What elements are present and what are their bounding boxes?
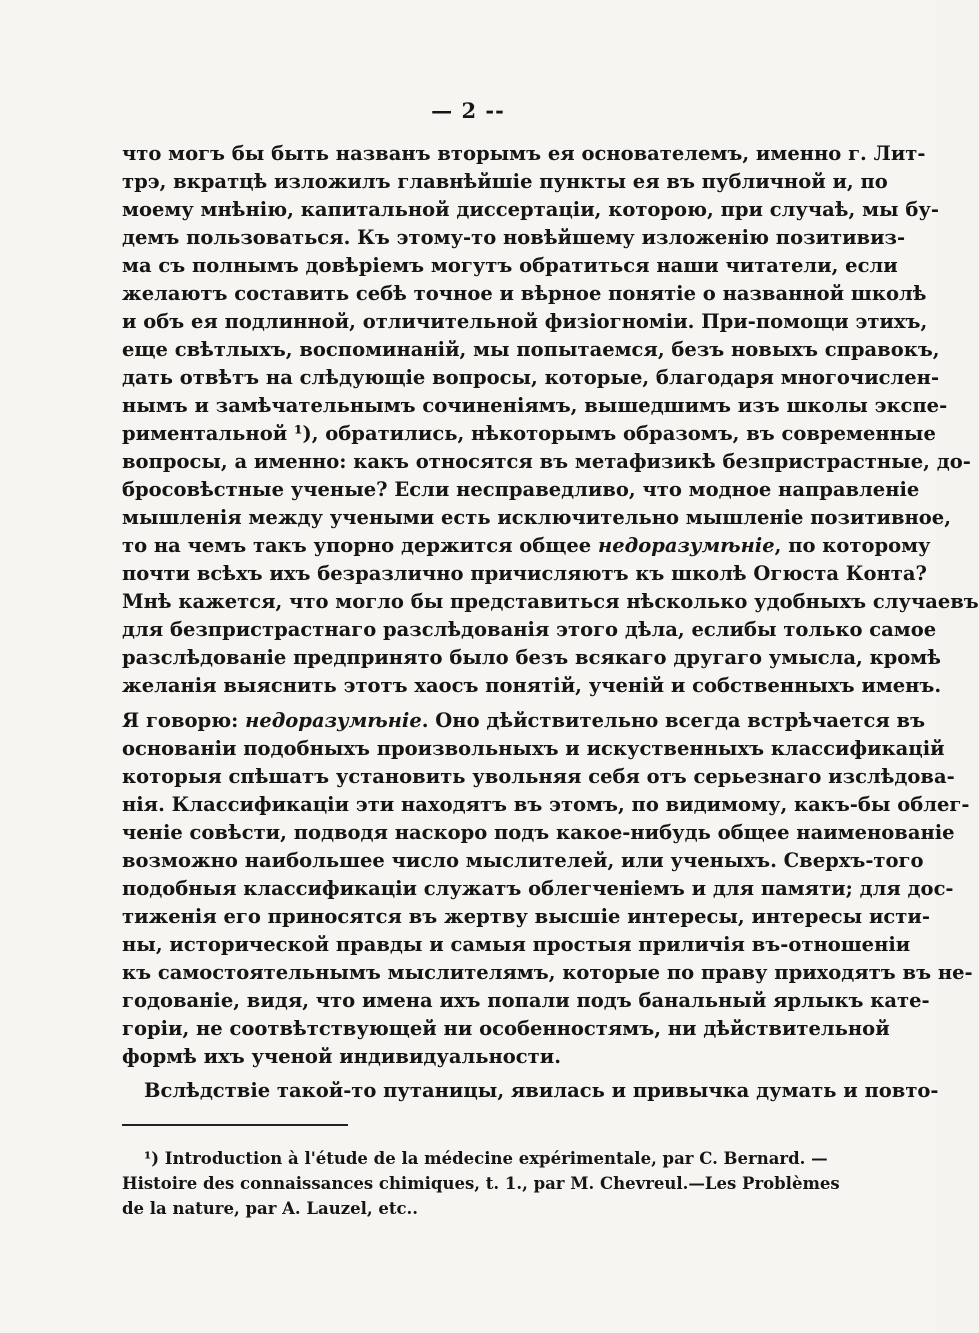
text-line: тиженія его приносятся въ жертву высшіе интересы, интересы исти- (122, 905, 930, 928)
text-line: для безпристрастнаго разслѣдованія этого дѣла, еслибы только самое (122, 618, 937, 641)
text-line: и объ ея подлинной, отличительной физіогноміи. При-помощи этихъ, (122, 310, 928, 333)
paragraph-2 (122, 707, 973, 1071)
text-line: которыя спѣшатъ установить увольняя себя отъ серьезнаго изслѣдова- (122, 765, 955, 788)
emphasis: недоразумѣніе (245, 709, 422, 732)
text-line: нымъ и замѣчательнымъ сочиненіямъ, вышедшимъ изъ школы экспе- (122, 394, 948, 417)
text-line: ченіе совѣсти, подводя наскоро подъ какое-нибудь общее наименованіе (122, 821, 955, 844)
text-line: моему мнѣнію, капитальной диссертаціи, которою, при случаѣ, мы бу- (122, 198, 939, 221)
page-number: — 2 -- (431, 98, 505, 123)
text-line: демъ пользоваться. Къ этому-то новѣйшему изложенію позитивиз- (122, 226, 906, 249)
text-line: вопросы, а именно: какъ относятся въ метафизикѣ безпристрастные, до- (122, 450, 971, 473)
text-line: желаютъ составить себѣ точное и вѣрное понятіе о названной школѣ (122, 282, 927, 305)
text-line: почти всѣхъ ихъ безразлично причисляютъ къ школѣ Огюста Конта? (122, 562, 927, 585)
text-line: то на чемъ такъ упорно держится общее недоразумѣніе, по которому (122, 534, 931, 557)
text-line: еще свѣтлыхъ, воспоминаній, мы попытаемся, безъ новыхъ справокъ, (122, 338, 940, 361)
footnote-line: de la nature, par A. Lauzel, etc.. (122, 1199, 418, 1218)
text-line: бросовѣстные ученые? Если несправедливо, что модное направленіе (122, 478, 920, 501)
text-line: возможно наибольшее число мыслителей, или ученыхъ. Сверхъ-того (122, 849, 924, 872)
text-line: желанія выяснить этотъ хаосъ понятій, ученій и собственныхъ именъ. (122, 674, 942, 697)
text-line: дать отвѣтъ на слѣдующіе вопросы, которые, благодаря многочислен- (122, 366, 940, 389)
text-line: формѣ ихъ ученой индивидуальности. (122, 1045, 561, 1068)
footnote-line: ¹) Introduction à l'étude de la médecine expérimentale, par C. Bernard. — (144, 1149, 828, 1168)
text-line: годованіе, видя, что имена ихъ попали подъ банальный ярлыкъ кате- (122, 989, 930, 1012)
text-line: горіи, не соотвѣтствующей ни особенностямъ, ни дѣйствительной (122, 1017, 890, 1040)
paragraph-3 (122, 1077, 939, 1105)
text-line: къ самостоятельнымъ мыслителямъ, которые по праву приходятъ въ не- (122, 961, 973, 984)
footnote-divider (122, 1124, 348, 1126)
footnote-line: Histoire des connaissances chimiques, t. 1., par M. Chevreul.—Les Problèmes (122, 1174, 840, 1193)
text-line: риментальной ¹), обратились, нѣкоторымъ образомъ, въ современные (122, 422, 936, 445)
text-line: ны, исторической правды и самыя простыя приличія въ-отношеніи (122, 933, 911, 956)
paragraph-1 (122, 140, 979, 700)
text-line: разслѣдованіе предпринято было безъ всякаго другаго умысла, кромѣ (122, 646, 941, 669)
text-line: трэ, вкратцѣ изложилъ главнѣйшіе пункты ея въ публичной и, по (122, 170, 888, 193)
text-line: Вслѣдствіе такой-то путаницы, явилась и привычка думать и повто- (144, 1079, 939, 1102)
text-line: нія. Классификаціи эти находятъ въ этомъ, по видимому, какъ-бы облег- (122, 793, 970, 816)
footnotes (122, 1146, 840, 1221)
body-text (122, 140, 979, 1105)
text-line: что могъ бы быть названъ вторымъ ея основателемъ, именно г. Лит- (122, 142, 926, 165)
text-line: основаніи подобныхъ произвольныхъ и искуственныхъ классификацій (122, 737, 945, 760)
text-line: Мнѣ кажется, что могло бы представиться нѣсколько удобныхъ случаевъ (122, 590, 979, 613)
text-line: подобныя классификаціи служатъ облегченіемъ и для памяти; для дос- (122, 877, 954, 900)
text-line: ма съ полнымъ довѣріемъ могутъ обратиться наши читатели, если (122, 254, 898, 277)
text-line: мышленія между учеными есть исключительно мышленіе позитивное, (122, 506, 952, 529)
text-line: Я говорю: недоразумѣніе. Оно дѣйствительно всегда встрѣчается въ (122, 709, 926, 732)
emphasis: недоразумѣніе (598, 534, 775, 557)
